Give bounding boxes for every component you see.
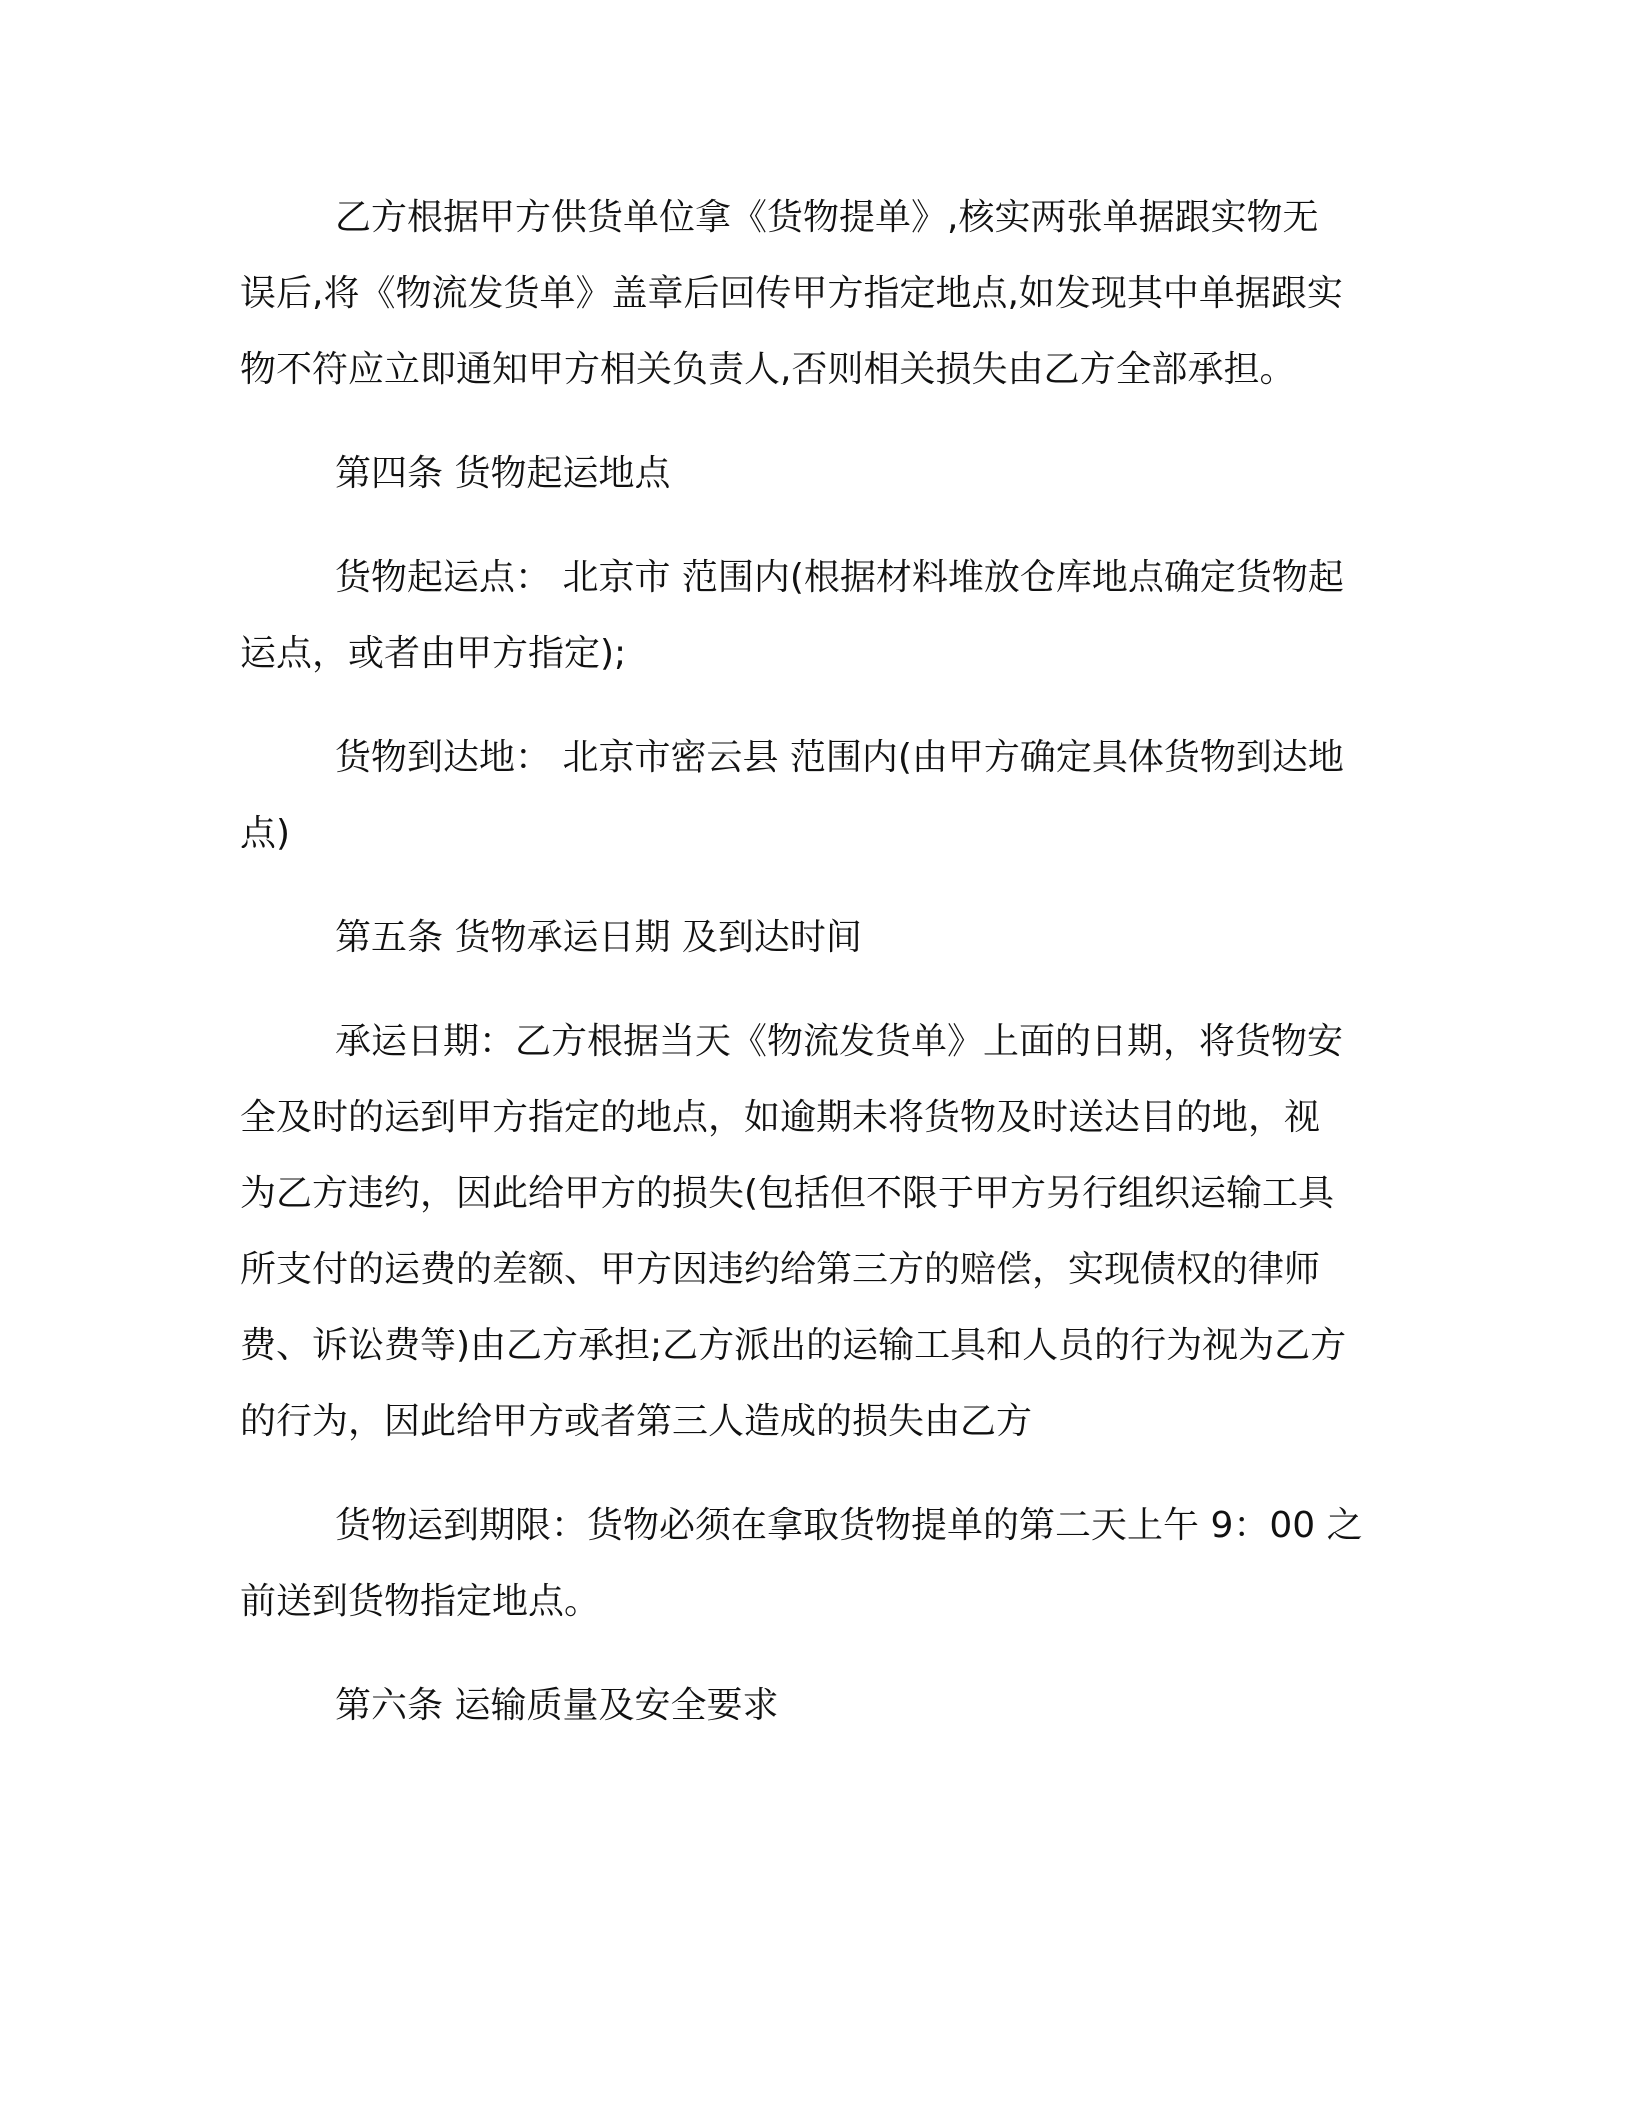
- paragraph-line: 货物到达地： 北京市密云县 范围内(由甲方确定具体货物到达地: [335, 737, 1344, 778]
- paragraph-line: 货物运到期限：货物必须在拿取货物提单的第二天上午 9：00 之: [335, 1505, 1363, 1546]
- paragraph-line: 承运日期：乙方根据当天《物流发货单》上面的日期，将货物安: [335, 1021, 1344, 1062]
- paragraph-line: 点): [240, 813, 291, 854]
- article-heading: 第五条 货物承运日期 及到达时间: [335, 917, 862, 958]
- paragraph-line: 前送到货物指定地点。: [240, 1581, 601, 1622]
- paragraph-line: 全及时的运到甲方指定的地点，如逾期未将货物及时送达目的地，视: [240, 1097, 1321, 1138]
- paragraph-line: 的行为，因此给甲方或者第三人造成的损失由乙方: [240, 1401, 1033, 1442]
- article-heading: 第四条 货物起运地点: [335, 453, 671, 494]
- paragraph-line: 费、诉讼费等)由乙方承担;乙方派出的运输工具和人员的行为视为乙方: [240, 1325, 1347, 1366]
- paragraph-line: 物不符应立即通知甲方相关负责人,否则相关损失由乙方全部承担。: [240, 349, 1296, 390]
- paragraph-line: 为乙方违约，因此给甲方的损失(包括但不限于甲方另行组织运输工具: [240, 1173, 1335, 1214]
- paragraph-line: 误后,将《物流发货单》盖章后回传甲方指定地点,如发现其中单据跟实: [240, 273, 1343, 314]
- paragraph-line: 运点，或者由甲方指定);: [240, 633, 627, 674]
- paragraph-line: 所支付的运费的差额、甲方因违约给第三方的赔偿，实现债权的律师: [240, 1249, 1321, 1290]
- article-heading: 第六条 运输质量及安全要求: [335, 1685, 779, 1726]
- paragraph-line: 货物起运点： 北京市 范围内(根据材料堆放仓库地点确定货物起: [335, 557, 1344, 598]
- paragraph-line: 乙方根据甲方供货单位拿《货物提单》,核实两张单据跟实物无: [335, 197, 1319, 238]
